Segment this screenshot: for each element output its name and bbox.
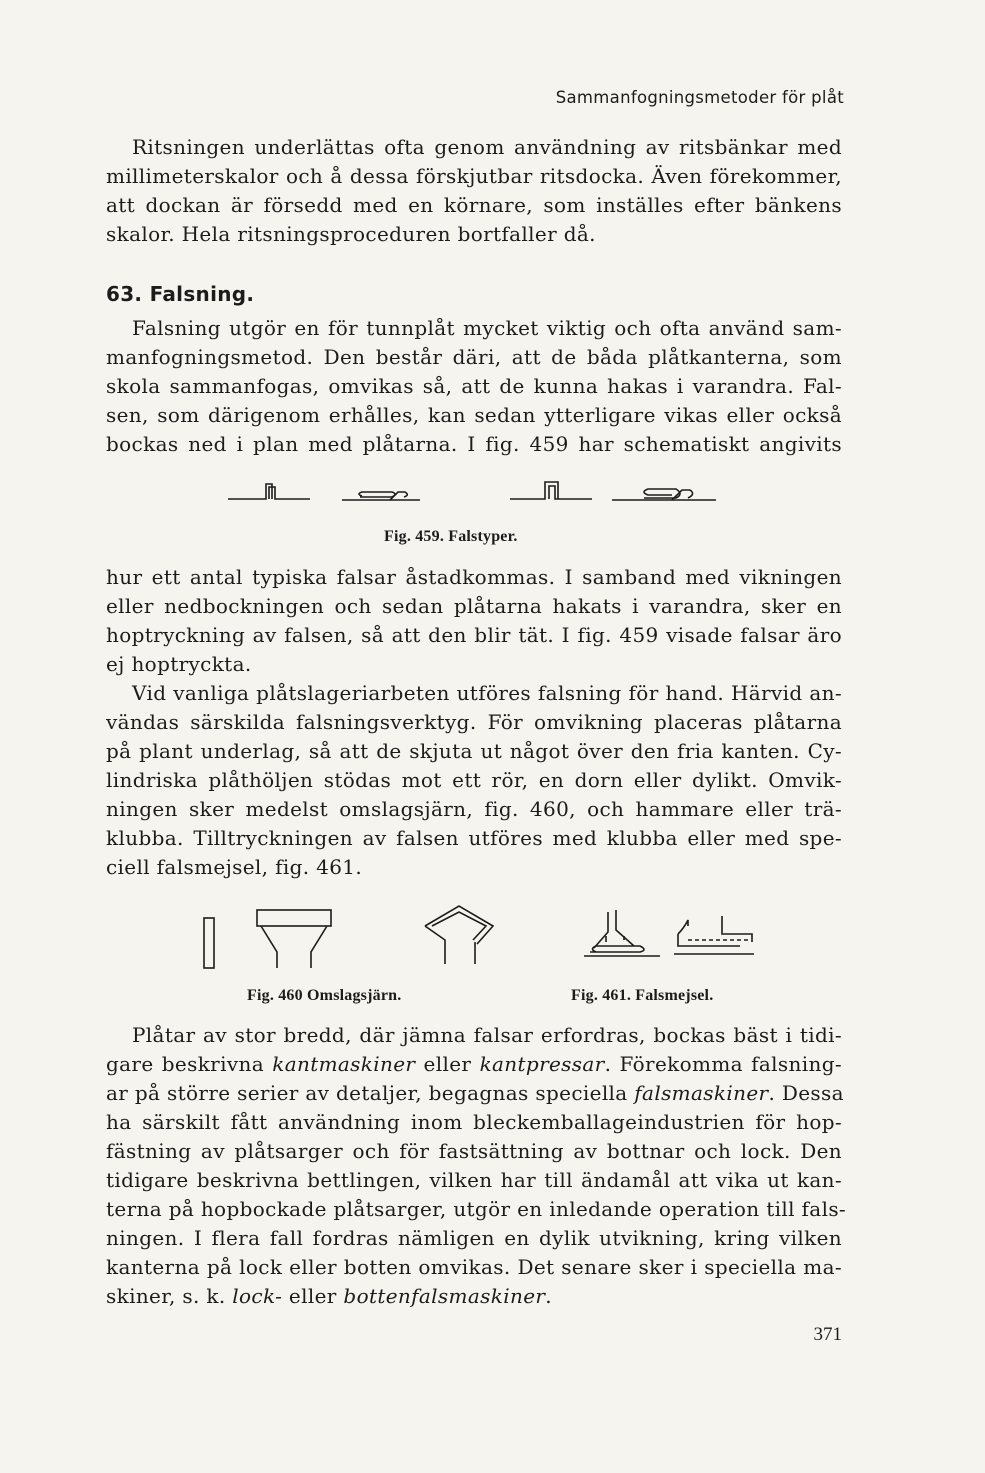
text-line: lindriska plåthöljen stödas mot ett rör, en dorn eller dylikt. Omvik- [106, 768, 842, 792]
text-line: hoptryckning av falsen, så att den blir tät. I fig. 459 visade falsar äro [106, 623, 842, 647]
section-heading: 63. Falsning. [106, 282, 255, 306]
text-line: på plant underlag, så att de skjuta ut något över den fria kanten. Cy- [106, 739, 842, 763]
text-line: millimeterskalor och å dessa förskjutbar ritsdocka. Även förekommer, [106, 164, 842, 188]
text-line: ningen. I flera fall fordras nämligen en dylik utvikning, kring vilken [106, 1226, 842, 1250]
text-line: skalor. Hela ritsningsproceduren bortfaller då. [106, 222, 596, 246]
text-line: hur ett antal typiska falsar åstadkommas. I samband med vikningen [106, 565, 842, 589]
running-header: Sammanfogningsmetoder för plåt [555, 88, 844, 107]
term-kantmaskiner: kantmaskiner [272, 1052, 416, 1076]
paragraph-4 [106, 1021, 847, 1311]
omslagsjarn-front-view [257, 910, 331, 968]
text-line: eller nedbockningen och sedan plåtarna hakats i varandra, sker en [106, 594, 842, 618]
term-lock: lock- [232, 1284, 283, 1308]
text-line: skola sammanfogas, omvikas så, att de kunna hakas i varandra. Fal- [106, 374, 842, 398]
term-kantpressar: kantpressar [479, 1052, 605, 1076]
text-line: ar på större serier av detaljer, begagnas speciella falsmaskiner. Dessa [106, 1081, 844, 1105]
text-line: fästning av plåtsarger och för fastsättning av bottnar och lock. Den [106, 1139, 842, 1163]
fig-461-caption: Fig. 461. Falsmejsel. [571, 987, 714, 1004]
text-line: kanterna på lock eller botten omvikas. Det senare sker i speciella ma- [106, 1255, 842, 1279]
fig-459-caption: Fig. 459. Falstyper. [384, 528, 518, 545]
text-line: manfogningsmetod. Den består däri, att de båda plåtkanterna, som [106, 345, 842, 369]
fig-459-seam-types [220, 478, 730, 508]
seam-type-4-illustration [612, 489, 716, 500]
text-line: att dockan är försedd med en körnare, som inställes efter bänkens [106, 193, 842, 217]
term-bottenfalsmaskiner: bottenfalsmaskiner [343, 1284, 546, 1308]
fig-460-omslagsjarn [195, 898, 515, 970]
text-line: terna på hopbockade plåtsarger, utgör en inledande operation till fals- [106, 1197, 847, 1221]
falsmejsel-tool-illustration [674, 916, 754, 954]
text-line: ciell falsmejsel, fig. 461. [106, 855, 363, 879]
falsmejsel-in-use-illustration [584, 910, 660, 956]
text-line: tidigare beskrivna bettlingen, vilken har till ändamål att vika ut kan- [106, 1168, 842, 1192]
paragraph-1 [106, 314, 842, 459]
seam-type-1-illustration [228, 484, 310, 499]
term-falsmaskiner: falsmaskiner [634, 1081, 769, 1105]
text-line: skiner, s. k. lock- eller bottenfalsmaskiner. [106, 1284, 553, 1308]
seam-type-2-illustration [342, 492, 420, 500]
text-line: klubba. Tilltryckningen av falsen utföres med klubba eller med spe- [106, 826, 842, 850]
text-line: sen, som därigenom erhålles, kan sedan ytterligare vikas eller också [106, 403, 842, 427]
paragraph-3 [106, 679, 842, 882]
omslagsjarn-side-view [204, 918, 214, 968]
page-number: 371 [813, 1324, 842, 1345]
text-line: ningen sker medelst omslagsjärn, fig. 460, och hammare eller trä- [106, 797, 842, 821]
text-line: Vid vanliga plåtslageriarbeten utföres falsning för hand. Härvid an- [132, 681, 842, 705]
omslagsjarn-profile-view [425, 906, 493, 964]
text-line: bockas ned i plan med plåtarna. I fig. 459 har schematiskt angivits [106, 432, 842, 456]
text-line: ej hoptryckta. [106, 652, 252, 676]
paragraph-2 [106, 563, 842, 679]
fig-460-caption: Fig. 460 Omslagsjärn. [247, 987, 402, 1004]
text-line: ha särskilt fått användning inom bleckemballageindustrien för hop- [106, 1110, 842, 1134]
text-line: gare beskrivna kantmaskiner eller kantpressar. Förekomma falsning- [106, 1052, 842, 1076]
text-line: vändas särskilda falsningsverktyg. För omvikning placeras plåtarna [106, 710, 842, 734]
intro-paragraph [106, 133, 842, 249]
fig-461-falsmejsel [580, 906, 760, 962]
seam-type-3-illustration [510, 482, 592, 499]
text-line: Falsning utgör en för tunnplåt mycket viktig och ofta använd sam- [132, 316, 842, 340]
text-line: Plåtar av stor bredd, där jämna falsar erfordras, bockas bäst i tidi- [132, 1023, 842, 1047]
text-line: Ritsningen underlättas ofta genom användning av ritsbänkar med [132, 135, 842, 159]
